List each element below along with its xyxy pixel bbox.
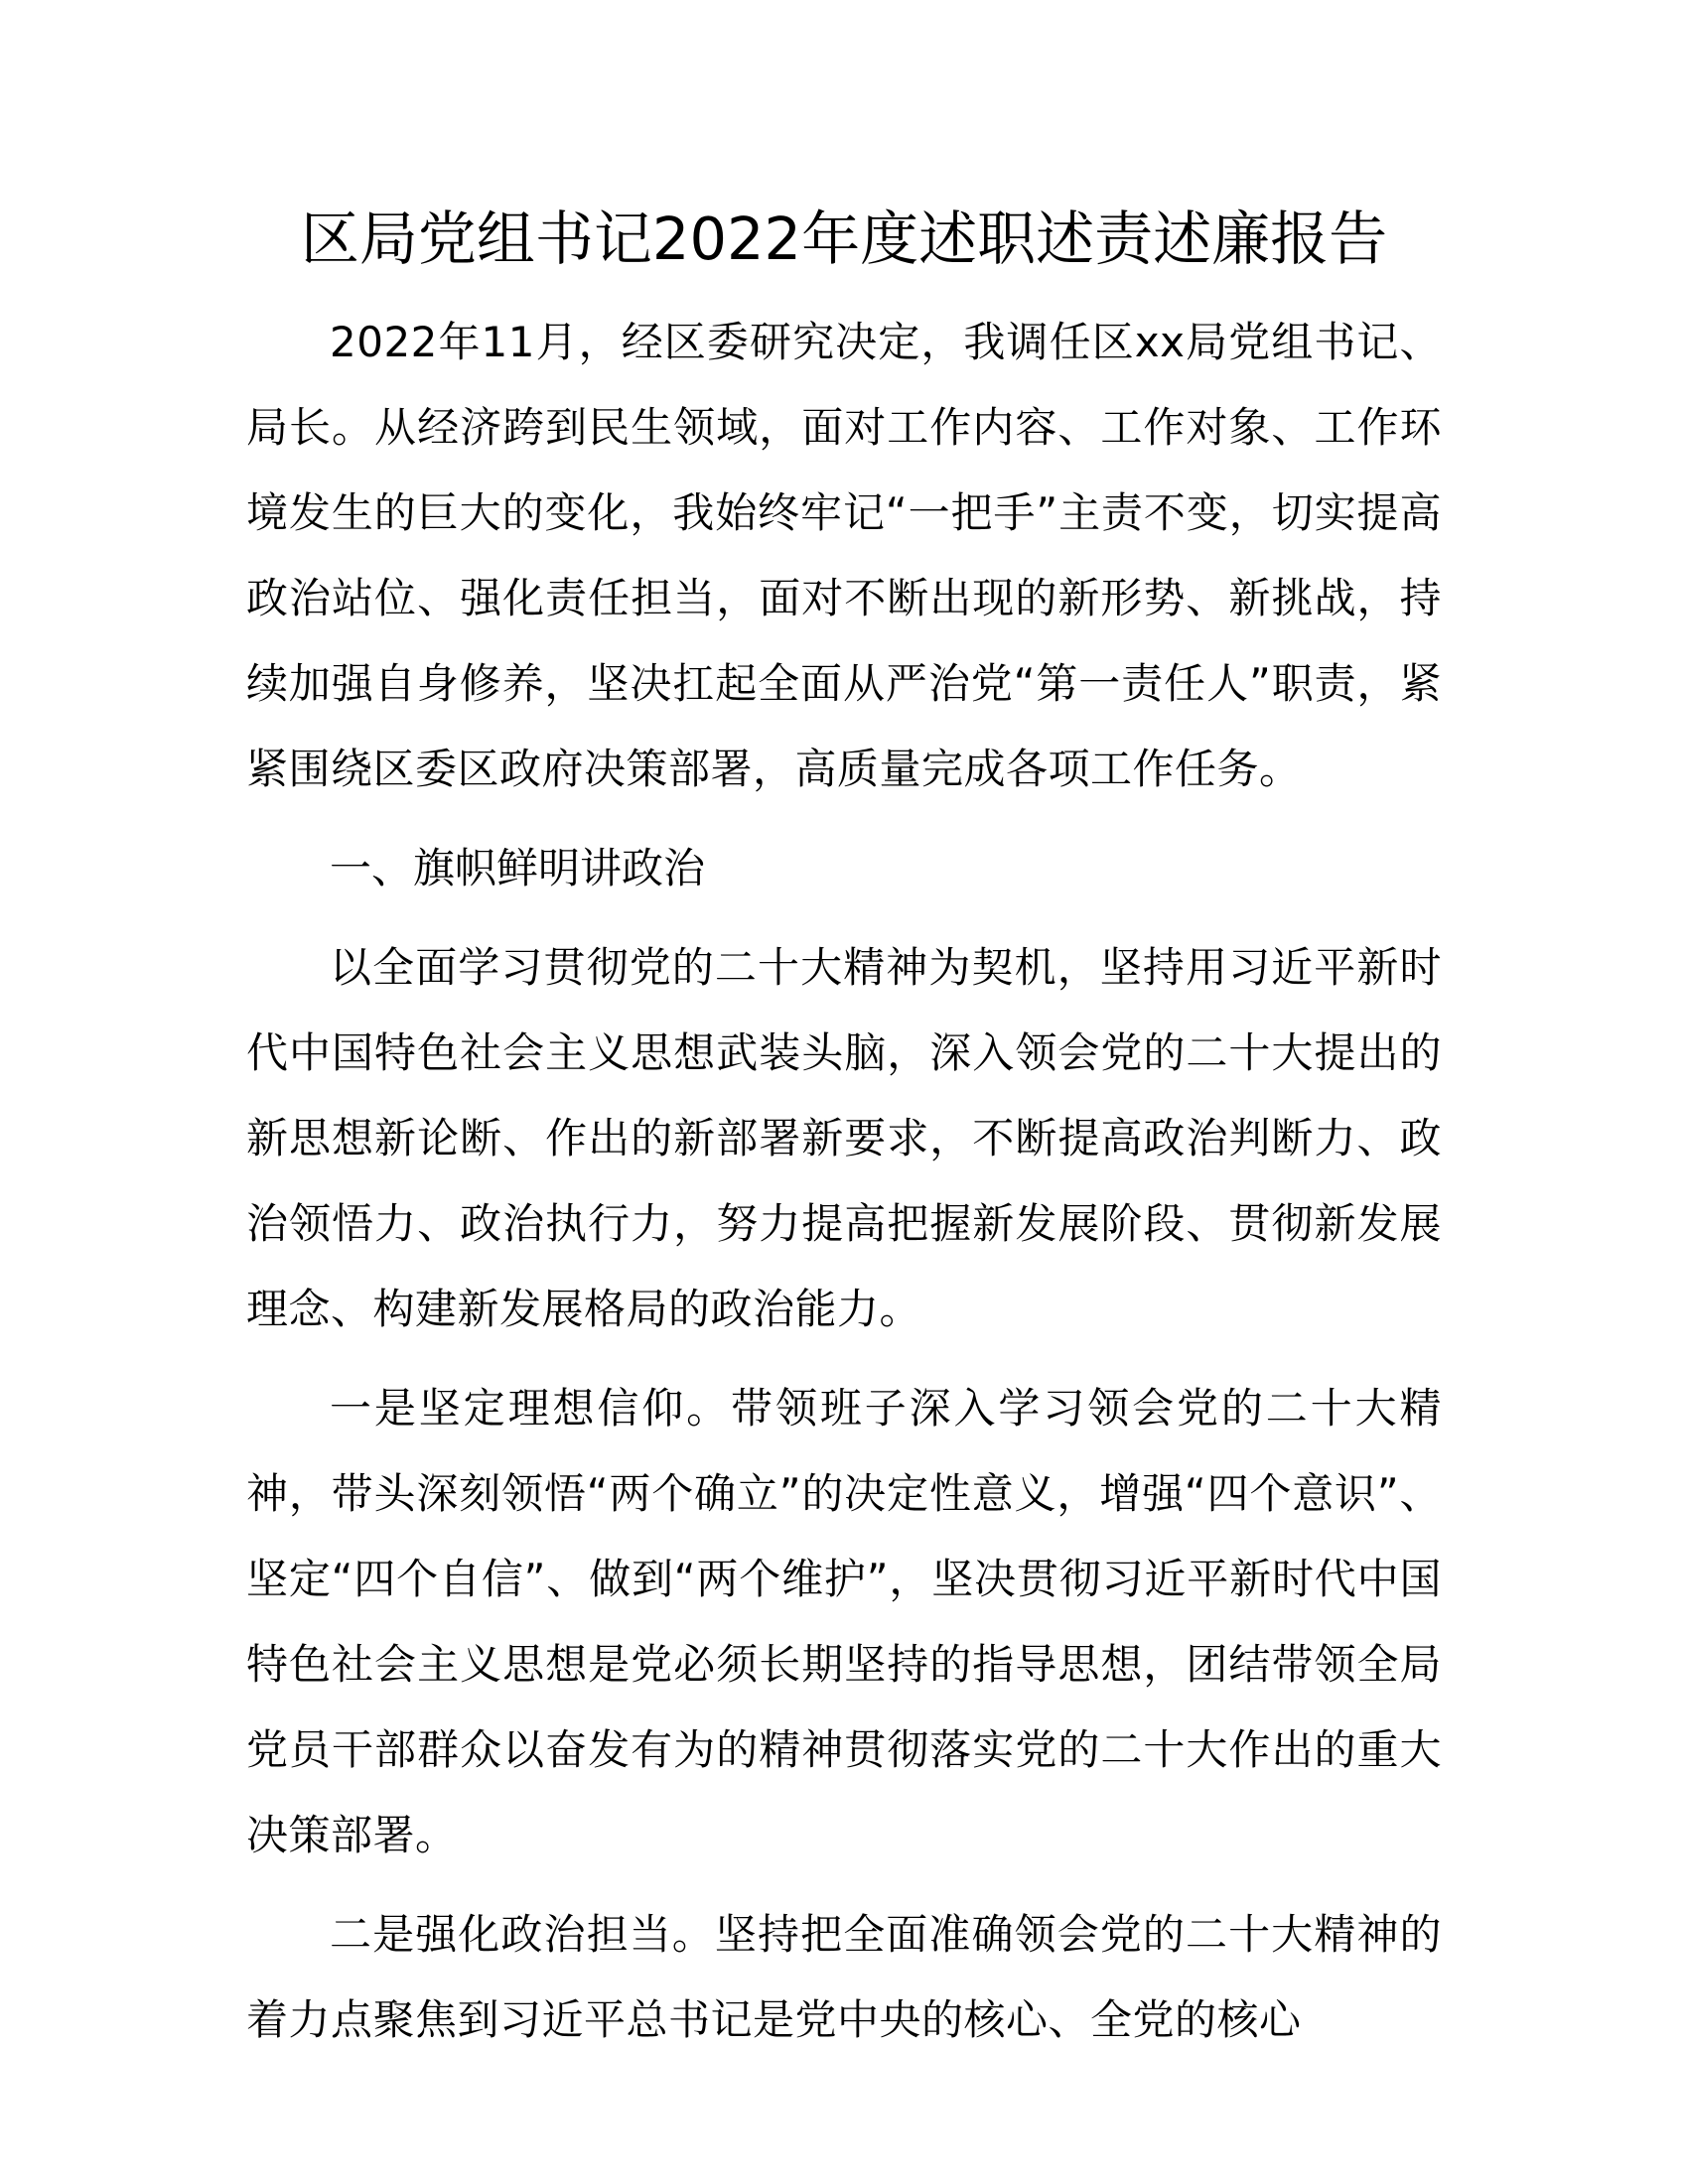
document-body xyxy=(246,300,1442,2077)
section-1-paragraph: 以全面学习贯彻党的二十大精神为契机，坚持用习近平新时代中国特色社会主义思想武装头脑，深入领会党的二十大提出的新思想新论断、作出的新部署新要求，不断提高政治判断力、政治领悟力、政治执行力，努力提高把握新发展阶段、贯彻新发展理念、构建新发展格局的政治能力。 xyxy=(246,943,1442,1333)
intro-paragraph: 2022年11月，经区委研究决定，我调任区xx局党组书记、局长。从经济跨到民生领域，面对工作内容、工作对象、工作环境发生的巨大的变化，我始终牢记“一把手”主责不变，切实提高政治站位、强化责任担当，面对不断出现的新形势、新挑战，持续加强自身修养，坚决扛起全面从严治党“第一责任人”职责，紧紧围绕区委区政府决策部署，高质量完成各项工作任务。 xyxy=(246,318,1442,793)
point-2-paragraph: 二是强化政治担当。坚持把全面准确领会党的二十大精神的着力点聚焦到习近平总书记是党中央的核心、全党的核心 xyxy=(246,1910,1442,2044)
point-1-paragraph: 一是坚定理想信仰。带领班子深入学习领会党的二十大精神，带头深刻领悟“两个确立”的决定性意义，增强“四个意识”、坚定“四个自信”、做到“两个维护”，坚决贯彻习近平新时代中国特色社会主义思想是党必须长期坚持的指导思想，团结带领全局党员干部群众以奋发有为的精神贯彻落实党的二十大作出的重大决策部署。 xyxy=(246,1384,1442,1859)
document-title: 区局党组书记2022年度述职述责述廉报告 xyxy=(300,205,1388,273)
section-heading-1: 一、旗帜鲜明讲政治 xyxy=(330,844,706,892)
